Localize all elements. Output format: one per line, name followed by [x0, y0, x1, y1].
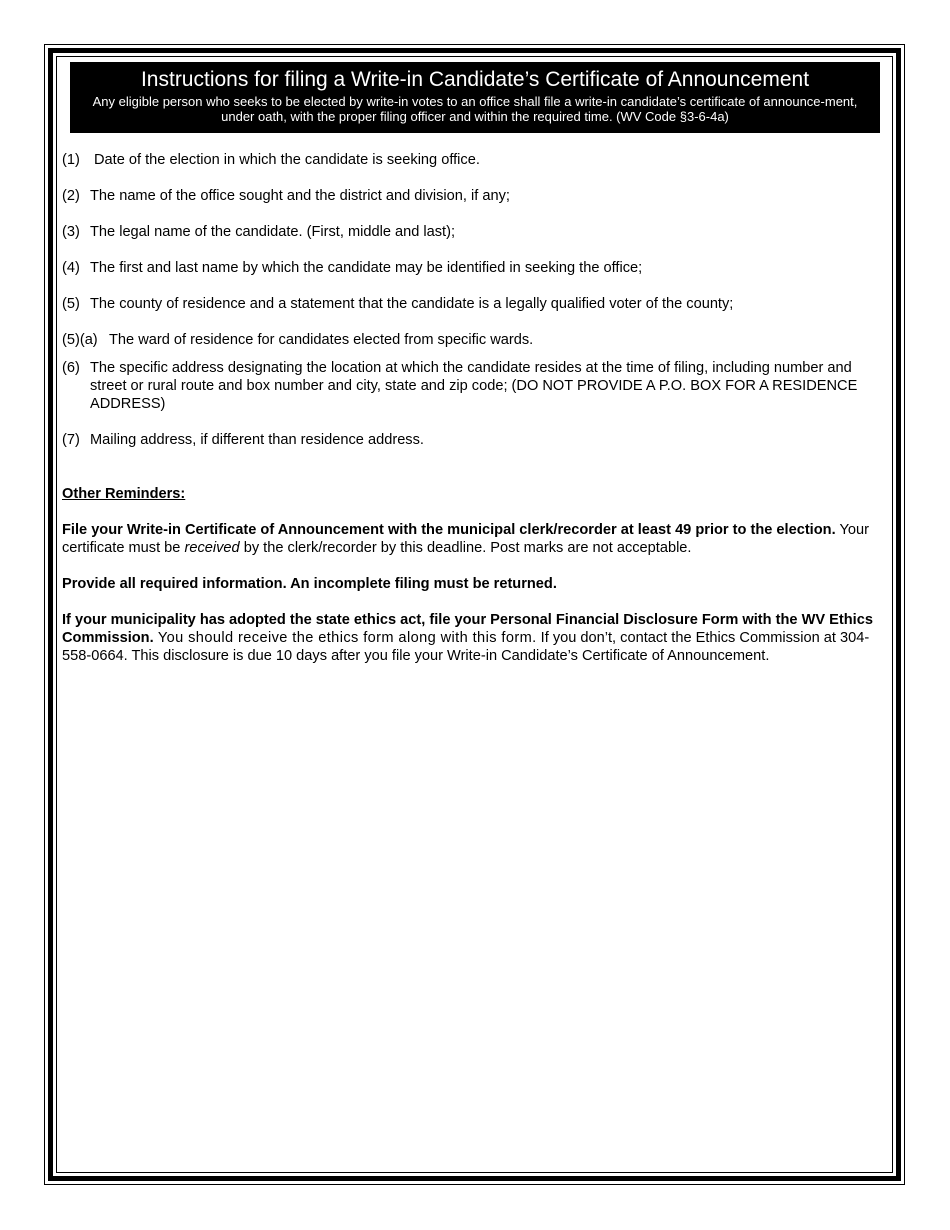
- reminder-required-info: Provide all required information. An incomplete filing must be returned.: [62, 576, 557, 592]
- list-item: [62, 223, 892, 241]
- item-number: (2): [62, 188, 80, 204]
- list-item: [62, 359, 892, 413]
- item-text: The first and last name by which the candidate may be identified in seeking the office;: [90, 260, 643, 276]
- list-item: [62, 187, 892, 205]
- reminder-ethics-disclosure: [62, 611, 892, 665]
- item-text: The specific address designating the location at which the candidate resides at the time of filing, including number and street or rural route and box number and city, state and zip code; (DO NOT PROVIDE A P.O. BOX FOR A RESIDENCE ADDRESS): [90, 360, 858, 412]
- reminder-filing-deadline-post: by the clerk/recorder by this deadline. Post marks are not acceptable.: [239, 540, 692, 556]
- list-item: [62, 259, 892, 277]
- list-item: [62, 331, 892, 349]
- item-text: Date of the election in which the candidate is seeking office.: [94, 152, 480, 168]
- list-item: [62, 431, 892, 449]
- reminder-filing-deadline-bold: File your Write-in Certificate of Announcement with the municipal clerk/recorder at least 49 prior to the election.: [62, 522, 836, 538]
- reminder-ethics-contact: If you don’t, contact the Ethics Commission at 304-558-0664. This disclosure is due 10 days after you file your Write-in Candidate’s Certificate of Announcement.: [62, 630, 870, 664]
- item-text: The legal name of the candidate. (First, middle and last);: [90, 224, 456, 240]
- reminder-received-emphasis: received: [184, 540, 240, 556]
- item-text: The county of residence and a statement that the candidate is a legally qualified voter of the county;: [90, 296, 734, 312]
- item-text: The ward of residence for candidates elected from specific wards.: [109, 332, 534, 348]
- item-number: (5)(a): [62, 332, 98, 348]
- reminders-heading: Other Reminders:: [62, 486, 186, 502]
- item-number: (6): [62, 360, 80, 376]
- page-title: Instructions for filing a Write-in Candidate’s Certificate of Announcement: [140, 68, 810, 91]
- reminder-ethics-form-note: You should receive the ethics form along with this form.: [153, 630, 537, 646]
- reminder-filing-deadline: [62, 521, 892, 557]
- reminder-filing-deadline-pre: Your certificate must be: [62, 522, 869, 556]
- page-subtitle: Any eligible person who seeks to be elected by write-in votes to an office shall file a write-in candidate’s certificate of announce-ment, under oath, with the proper filing officer and within the required time. (WV Code §3-6-4a): [92, 94, 858, 124]
- title-banner: [70, 62, 880, 133]
- document-body: [62, 150, 892, 665]
- item-number: (4): [62, 260, 80, 276]
- reminder-ethics-bold: If your municipality has adopted the state ethics act, file your Personal Financial Disclosure Form with the WV Ethics Commission.: [62, 612, 873, 646]
- item-number: (3): [62, 224, 80, 240]
- item-number: (5): [62, 296, 80, 312]
- item-number: (1): [62, 152, 80, 168]
- item-number: (7): [62, 432, 80, 448]
- item-text: Mailing address, if different than residence address.: [90, 432, 424, 448]
- list-item: [62, 151, 892, 169]
- item-text: The name of the office sought and the district and division, if any;: [90, 188, 510, 204]
- list-item: [62, 295, 892, 313]
